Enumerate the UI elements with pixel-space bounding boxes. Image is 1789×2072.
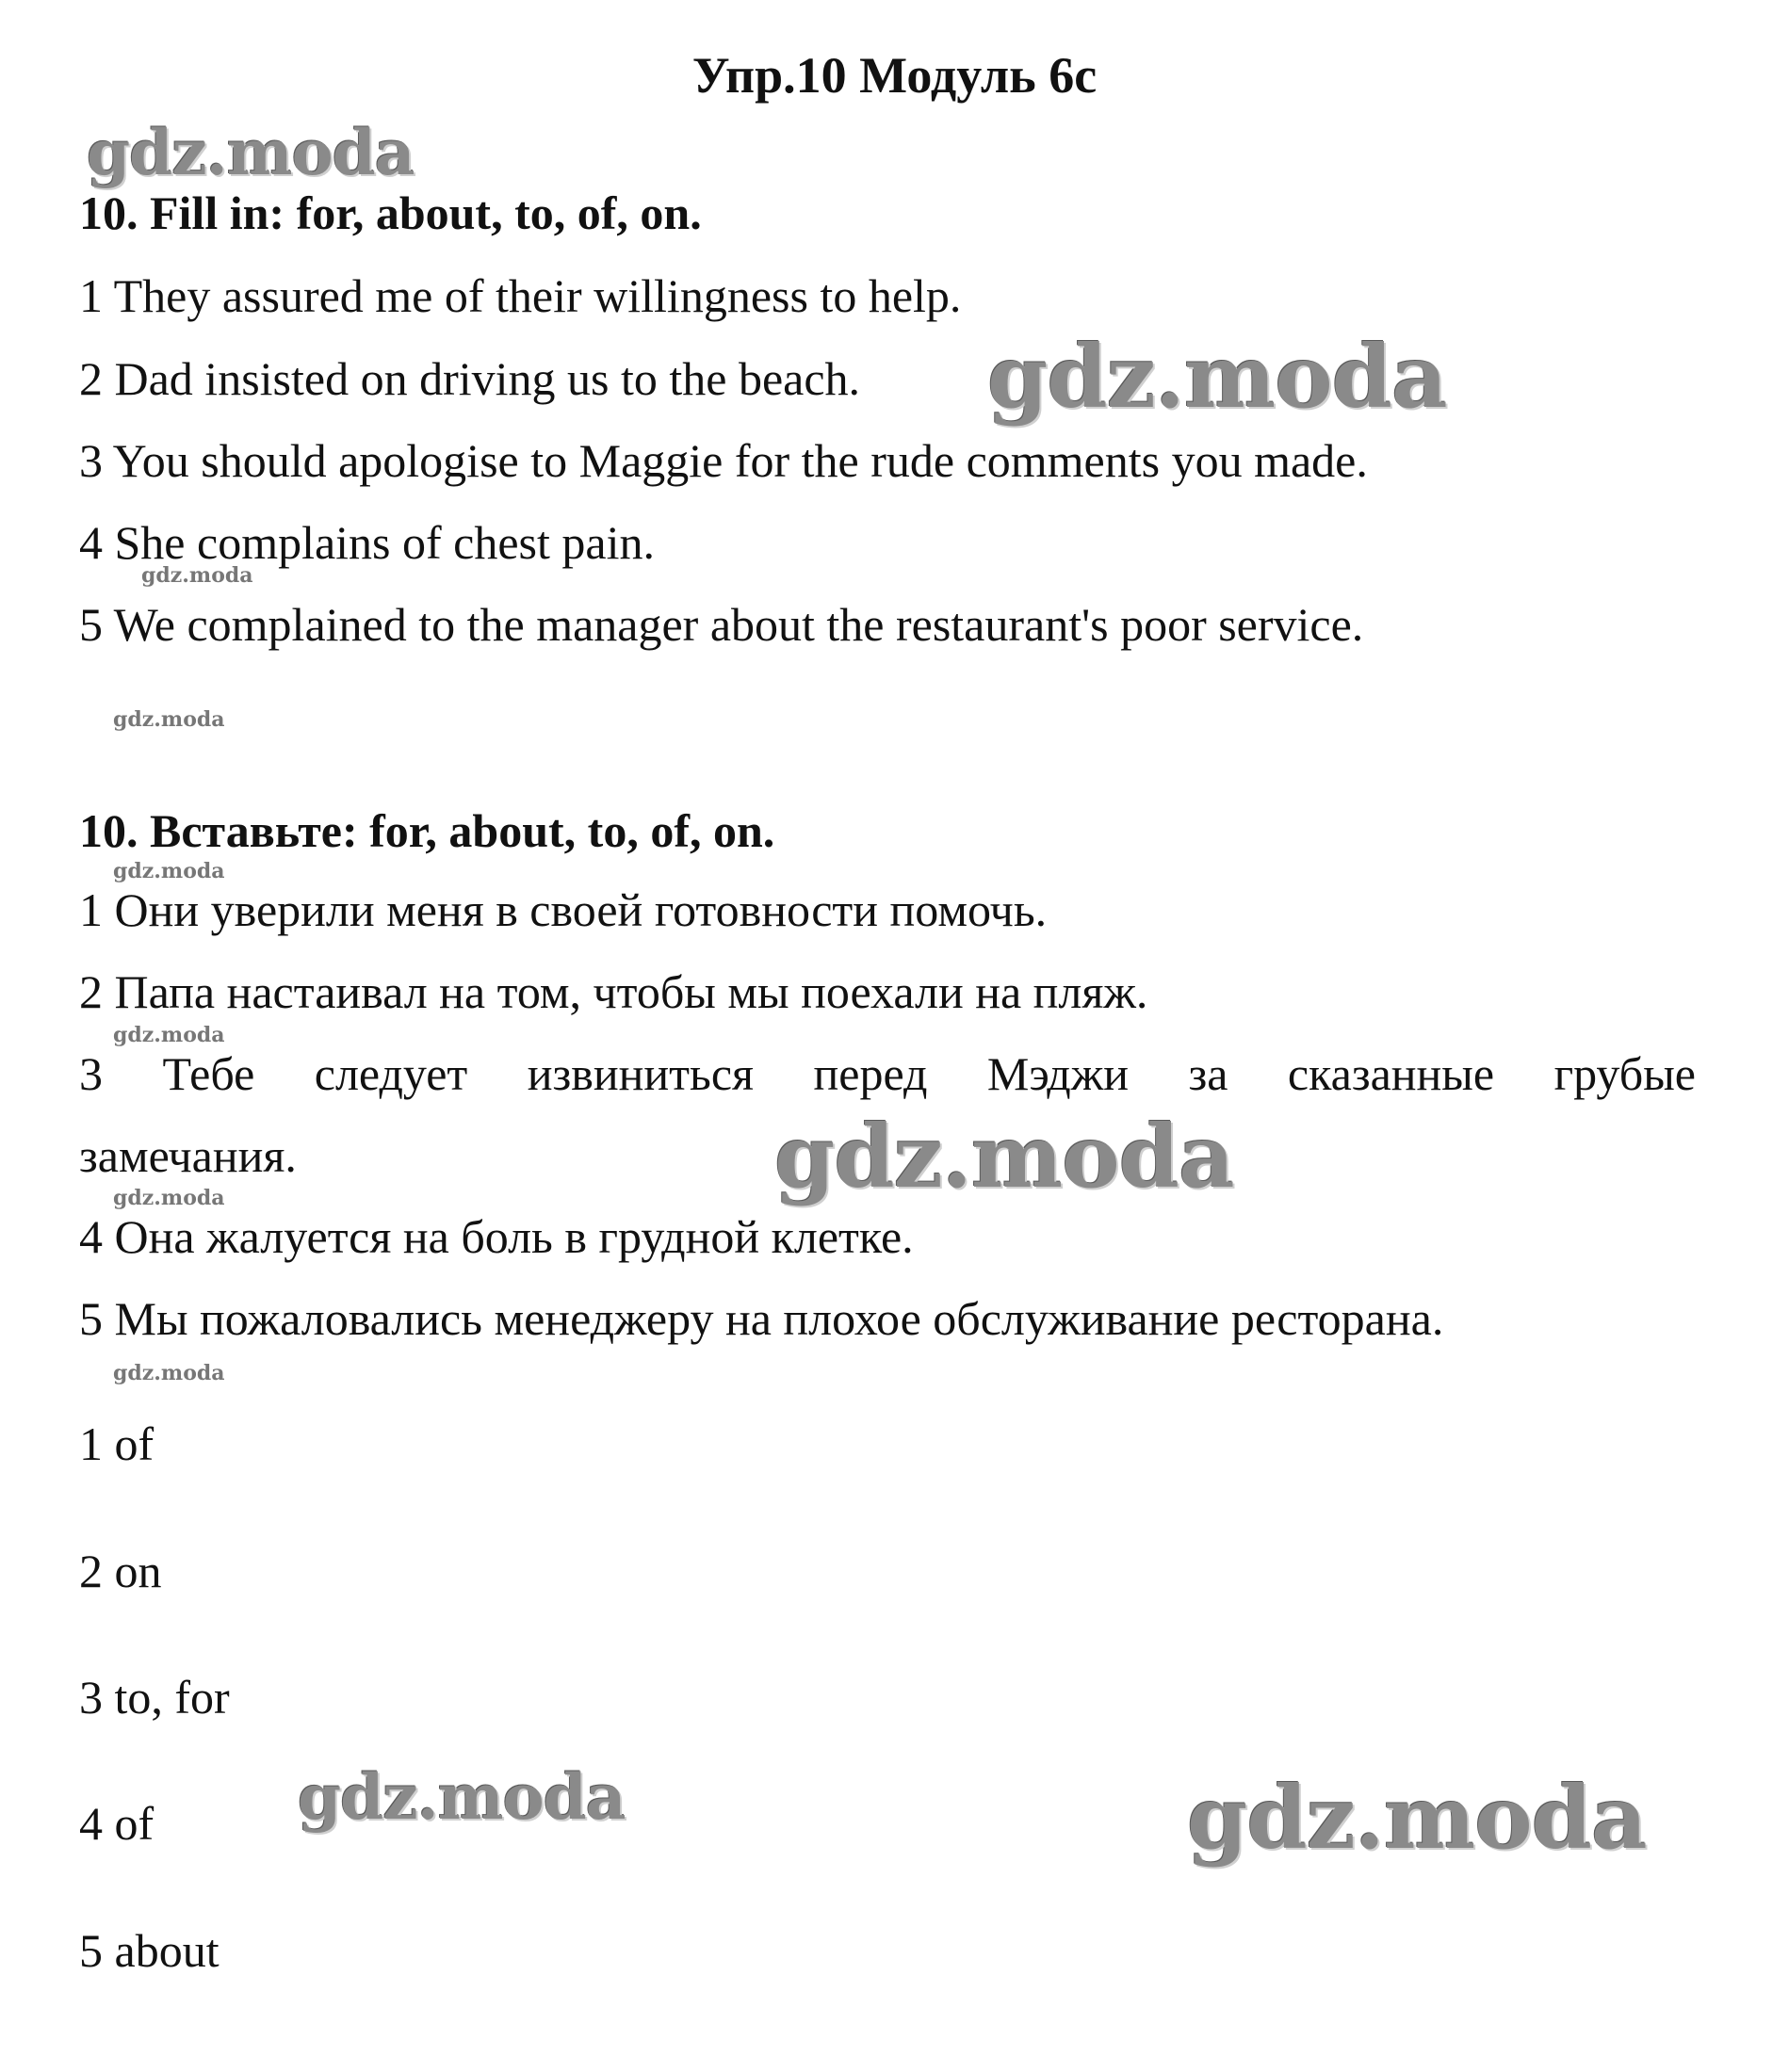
answer-4: 4 of bbox=[79, 1797, 155, 1850]
watermark-logo: gdz.moda bbox=[113, 1361, 225, 1385]
english-sentence-2: 2 Dad insisted on driving us to the beach. bbox=[79, 352, 861, 405]
watermark-logo: gdz.moda bbox=[113, 1186, 225, 1210]
english-sentence-5: 5 We complained to the manager about the restaurant's poor service. bbox=[79, 598, 1364, 651]
answer-2: 2 on bbox=[79, 1545, 162, 1597]
russian-heading: 10. Вставьте: for, about, to, of, on. bbox=[79, 804, 775, 857]
russian-sentence-4: 4 Она жалуется на боль в грудной клетке. bbox=[79, 1210, 914, 1263]
english-sentence-3: 3 You should apologise to Maggie for the rude comments you made. bbox=[79, 434, 1368, 487]
watermark-logo: gdz.moda bbox=[141, 563, 253, 588]
answer-3: 3 to, for bbox=[79, 1671, 230, 1724]
watermark-logo: gdz.moda bbox=[87, 116, 415, 189]
russian-sentence-5: 5 Мы пожаловались менеджеру на плохое обслуживание ресторана. bbox=[79, 1292, 1444, 1345]
russian-sentence-1: 1 Они уверили меня в своей готовности помочь. bbox=[79, 883, 1048, 936]
watermark-logo: gdz.moda bbox=[113, 1023, 225, 1047]
english-sentence-4: 4 She complains of chest pain. bbox=[79, 516, 655, 569]
russian-sentence-2: 2 Папа настаивал на том, чтобы мы поехали на пляж. bbox=[79, 965, 1148, 1018]
answer-1: 1 of bbox=[79, 1417, 155, 1470]
page-title: Упр.10 Модуль 6с bbox=[691, 47, 1098, 104]
watermark-logo: gdz.moda bbox=[113, 707, 225, 732]
watermark-logo: gdz.moda bbox=[774, 1106, 1234, 1207]
russian-sentence-3: 3 Тебе следует извиниться перед Мэджи за сказанные грубые bbox=[79, 1047, 1696, 1100]
watermark-logo: gdz.moda bbox=[298, 1760, 626, 1834]
watermark-logo: gdz.moda bbox=[987, 326, 1447, 428]
answer-5: 5 about bbox=[79, 1924, 220, 1977]
watermark-logo: gdz.moda bbox=[113, 859, 225, 883]
russian-sentence-3-continued: замечания. bbox=[79, 1129, 297, 1182]
watermark-logo: gdz.moda bbox=[1187, 1767, 1647, 1869]
english-sentence-1: 1 They assured me of their willingness to help. bbox=[79, 269, 962, 322]
english-heading: 10. Fill in: for, about, to, of, on. bbox=[79, 186, 702, 239]
